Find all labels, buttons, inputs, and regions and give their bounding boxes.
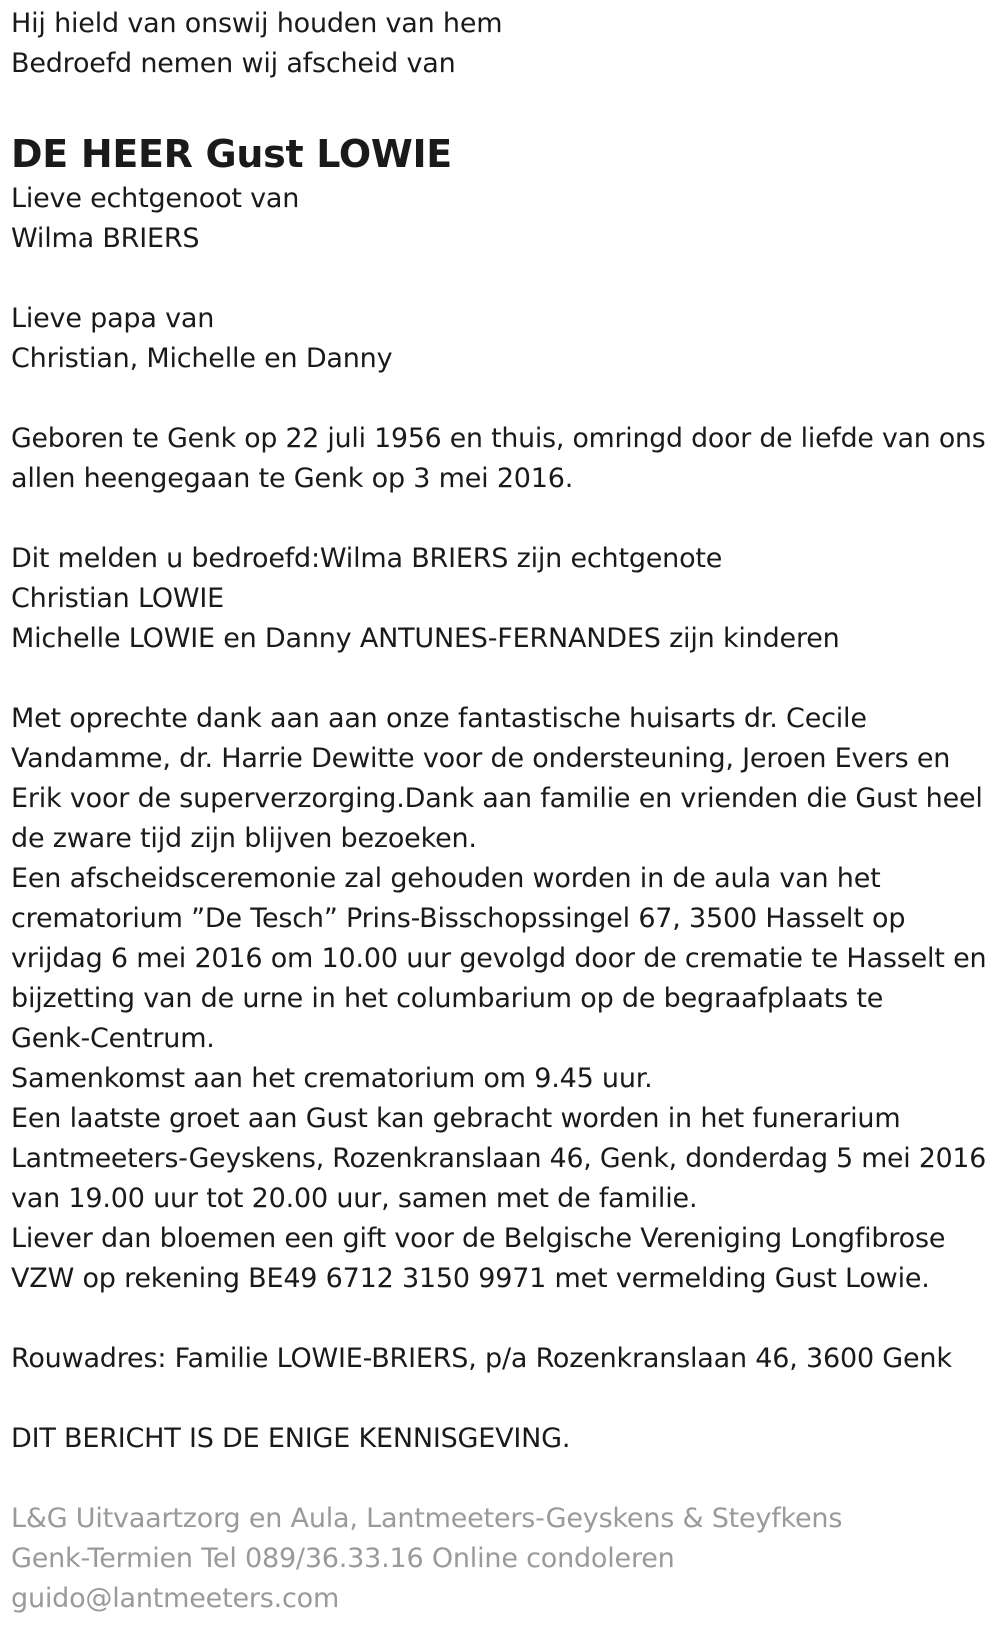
birth-death-line: Geboren te Genk op 22 juli 1956 en thuis, omringd door de liefde van ons xyxy=(11,423,986,454)
announcer-line: Michelle LOWIE en Danny ANTUNES-FERNANDES zijn kinderen xyxy=(11,623,840,654)
details-line: Lantmeeters-Geyskens, Rozenkranslaan 46, Genk, donderdag 5 mei 2016 xyxy=(11,1143,987,1174)
spouse-name: Wilma BRIERS xyxy=(11,223,200,254)
details-line: Met oprechte dank aan aan onze fantastische huisarts dr. Cecile xyxy=(11,703,867,734)
spacer xyxy=(11,659,996,699)
announcer-line: Christian LOWIE xyxy=(11,583,225,614)
details-line: Liever dan bloemen een gift voor de Belgische Vereniging Longfibrose xyxy=(11,1223,946,1254)
birth-death-line: allen heengegaan te Genk op 3 mei 2016. xyxy=(11,463,574,494)
notice-statement: DIT BERICHT IS DE ENIGE KENNISGEVING. xyxy=(11,1423,571,1454)
spouse-label: Lieve echtgenoot van xyxy=(11,183,300,214)
footer-line: Genk-Termien Tel 089/36.33.16 Online condoleren xyxy=(11,1543,675,1574)
details-line: de zware tijd zijn blijven bezoeken. xyxy=(11,823,477,854)
footer-line: L&G Uitvaartzorg en Aula, Lantmeeters-Geyskens & Steyfkens xyxy=(11,1503,843,1534)
details-line: Erik voor de superverzorging.Dank aan familie en vrienden die Gust heel xyxy=(11,783,983,814)
details-line: Vandamme, dr. Harrie Dewitte voor de ondersteuning, Jeroen Evers en xyxy=(11,743,951,774)
spacer xyxy=(11,259,996,299)
footer-email: guido@lantmeeters.com xyxy=(11,1583,340,1614)
details-line: van 19.00 uur tot 20.00 uur, samen met de familie. xyxy=(11,1183,698,1214)
spacer xyxy=(11,379,996,419)
intro-line: Hij hield van onswij houden van hem xyxy=(11,8,503,39)
details-line: VZW op rekening BE49 6712 3150 9971 met vermelding Gust Lowie. xyxy=(11,1263,930,1294)
spacer xyxy=(11,499,996,539)
spacer xyxy=(11,1379,996,1419)
details-line: Samenkomst aan het crematorium om 9.45 uur. xyxy=(11,1063,653,1094)
details-line: Een afscheidsceremonie zal gehouden worden in de aula van het xyxy=(11,863,881,894)
children-label: Lieve papa van xyxy=(11,303,215,334)
mourning-address: Rouwadres: Familie LOWIE-BRIERS, p/a Rozenkranslaan 46, 3600 Genk xyxy=(11,1343,952,1374)
details-line: Genk-Centrum. xyxy=(11,1023,215,1054)
announcer-line: Dit melden u bedroefd:Wilma BRIERS zijn echtgenote xyxy=(11,543,723,574)
intro-line: Bedroefd nemen wij afscheid van xyxy=(11,48,456,79)
spacer xyxy=(11,1299,996,1339)
spacer xyxy=(11,1459,996,1499)
details-line: vrijdag 6 mei 2016 om 10.00 uur gevolgd door de crematie te Hasselt en xyxy=(11,943,987,974)
details-line: Een laatste groet aan Gust kan gebracht worden in het funerarium xyxy=(11,1103,901,1134)
details-line: bijzetting van de urne in het columbarium op de begraafplaats te xyxy=(11,983,884,1014)
spacer xyxy=(11,84,996,124)
children-names: Christian, Michelle en Danny xyxy=(11,343,393,374)
obituary-notice xyxy=(11,4,996,1619)
details-line: crematorium ”De Tesch” Prins-Bisschopssingel 67, 3500 Hasselt op xyxy=(11,903,906,934)
deceased-name: DE HEER Gust LOWIE xyxy=(11,132,452,176)
